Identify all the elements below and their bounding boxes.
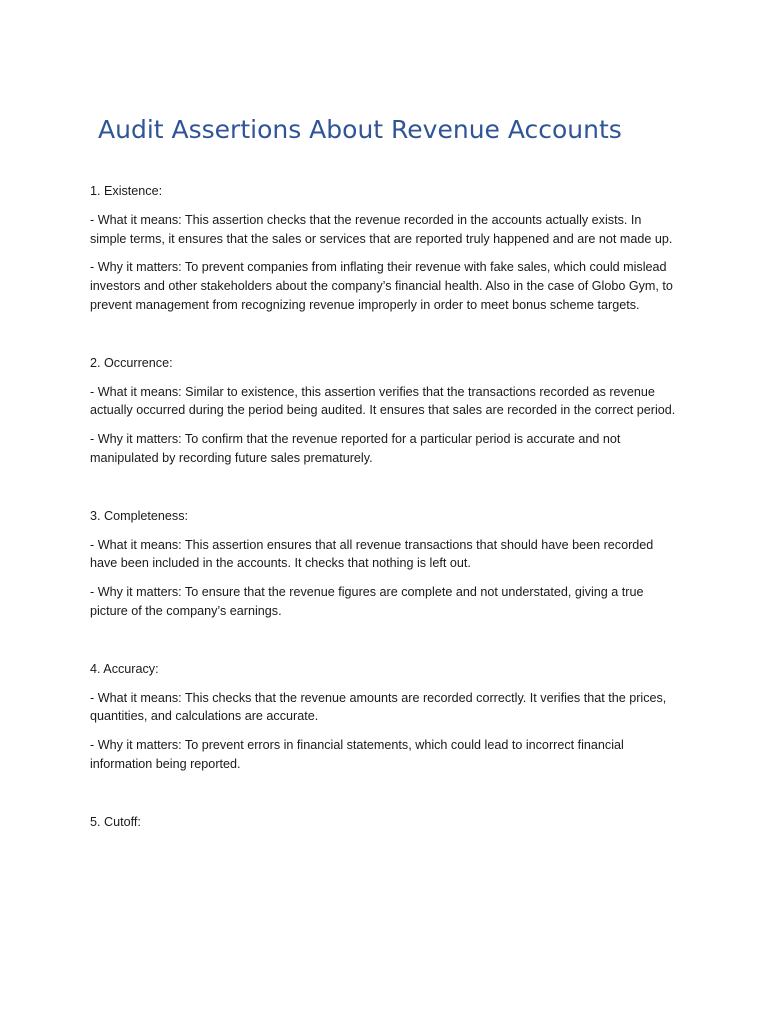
- document-body: [90, 182, 680, 842]
- section-heading: 5. Cutoff:: [90, 814, 141, 829]
- section-cutoff: [90, 813, 680, 832]
- why-it-matters-paragraph: - Why it matters: To prevent errors in financial statements, which could lead to incorrect financial information being reported.: [90, 738, 624, 771]
- section-completeness: [90, 507, 680, 621]
- section-existence: [90, 182, 680, 315]
- section-accuracy: [90, 660, 680, 774]
- why-it-matters-paragraph: - Why it matters: To prevent companies from inflating their revenue with fake sales, which could mislead investors and other stakeholders about the company’s financial health. Also in the case of Globo Gym, to prevent management from recognizing revenue improperly in order to meet bonus scheme targets.: [90, 260, 673, 312]
- section-occurrence: [90, 354, 680, 468]
- section-heading: 3. Completeness:: [90, 508, 189, 523]
- section-heading: 2. Occurrence:: [90, 355, 173, 370]
- what-it-means-paragraph: - What it means: This checks that the revenue amounts are recorded correctly. It verifies that the prices, quantities, and calculations are accurate.: [90, 690, 667, 724]
- section-heading: 4. Accuracy:: [90, 661, 159, 676]
- why-it-matters-paragraph: - Why it matters: To confirm that the revenue reported for a particular period is accurate and not manipulated by recording future sales prematurely.: [90, 432, 621, 465]
- section-heading: 1. Existence:: [90, 184, 163, 198]
- what-it-means-paragraph: - What it means: This assertion ensures that all revenue transactions that should have been recorded have been included in the accounts. It checks that nothing is left out.: [90, 537, 654, 571]
- why-it-matters-paragraph: - Why it matters: To ensure that the revenue figures are complete and not understated, giving a true picture of the company’s earnings.: [90, 585, 644, 618]
- what-it-means-paragraph: - What it means: This assertion checks that the revenue recorded in the accounts actually exists. In simple terms, it ensures that the sales or services that are reported truly happened and are not made up.: [90, 212, 673, 246]
- document-title: Audit Assertions About Revenue Accounts: [98, 115, 622, 144]
- what-it-means-paragraph: - What it means: Similar to existence, this assertion verifies that the transactions recorded as revenue actually occurred during the period being audited. It ensures that sales are recorded in the correct period.: [90, 384, 676, 418]
